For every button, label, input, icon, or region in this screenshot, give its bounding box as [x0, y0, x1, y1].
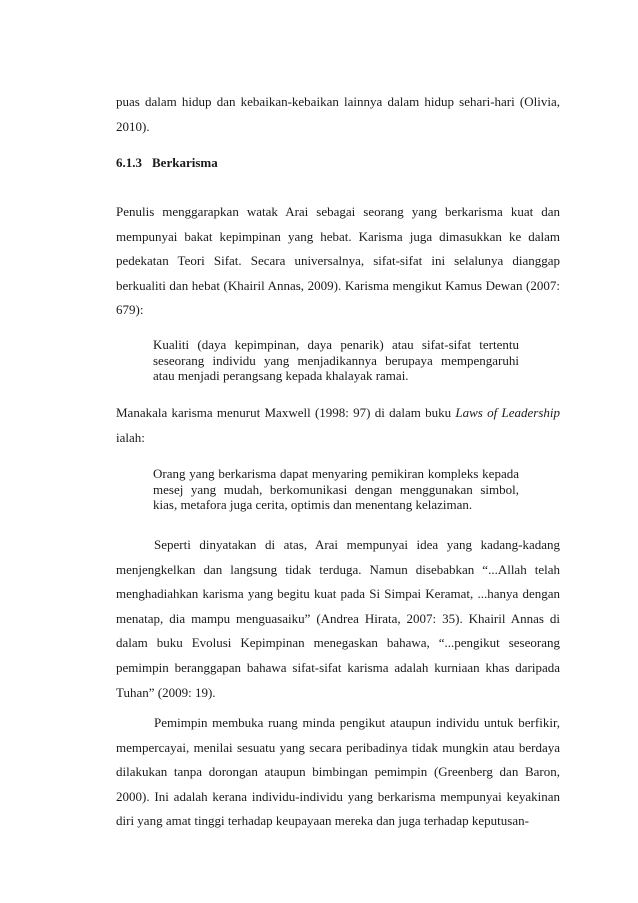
block-quote-maxwell: Orang yang berkarisma dapat menyaring pemikiran kompleks kepada mesej yang mudah, berkomunikasi dengan menggunakan simbol, kias, metafora juga cerita, optimis dan menentang kelaziman.: [153, 466, 519, 513]
book-title: Laws of Leadership: [455, 405, 560, 420]
paragraph-maxwell: [116, 401, 560, 450]
section-number: 6.1.3: [116, 155, 142, 170]
block-quote-kamus-dewan: Kualiti (daya kepimpinan, daya penarik) atau sifat-sifat tertentu seseorang individu yang menjadikannya berupaya mempengaruhi atau menjadi perangsang kepada khalayak ramai.: [153, 337, 519, 384]
paragraph-maxwell-tail: ialah:: [116, 429, 145, 445]
section-title: Berkarisma: [152, 155, 218, 170]
paragraph-maxwell-text: Manakala karisma menurut Maxwell (1998: 97) di dalam buku: [116, 405, 456, 420]
section-heading: [116, 151, 218, 175]
paragraph-pemimpin: Pemimpin membuka ruang minda pengikut ataupun individu untuk berfikir, mempercayai, menilai sesuatu yang secara peribadinya tidak mungkin atau berdaya dilakukan tanpa dorongan ataupun bimbingan pemimpin (Greenberg dan Baron, 2000). Ini adalah kerana individu-individu yang berkarisma mempunyai keyakinan diri yang amat tinggi terhadap keupayaan mereka dan juga terhadap keputusan-: [116, 715, 560, 829]
paragraph-arai-idea: Seperti dinyatakan di atas, Arai mempunyai idea yang kadang-kadang menjengkelkan dan langsung tidak terduga. Namun disebabkan “...Allah telah menghadiahkan karisma yang begitu kuat pada Si Simpai Keramat, ...hanya dengan menatap, dia mampu menguasaiku” (Andrea Hirata, 2007: 35). Khairil Annas di dalam buku Evolusi Kepimpinan menegaskan bahawa, “...pengikut seseorang pemimpin beranggapan bahawa sifat-sifat karisma adalah kurniaan khas daripada Tuhan” (2009: 19).: [116, 537, 560, 700]
paragraph-karisma-intro: Penulis menggarapkan watak Arai sebagai seorang yang berkarisma kuat dan mempunyai bakat kepimpinan yang hebat. Karisma juga dimasukkan ke dalam pedekatan Teori Sifat. Secara universalnya, sifat-sifat ini selalunya dianggap berkualiti dan hebat (Khairil Annas, 2009). Karisma mengikut Kamus Dewan (2007: 679):: [116, 204, 560, 318]
continuation-paragraph: puas dalam hidup dan kebaikan-kebaikan lainnya dalam hidup sehari-hari (Olivia, 2010).: [116, 94, 560, 134]
